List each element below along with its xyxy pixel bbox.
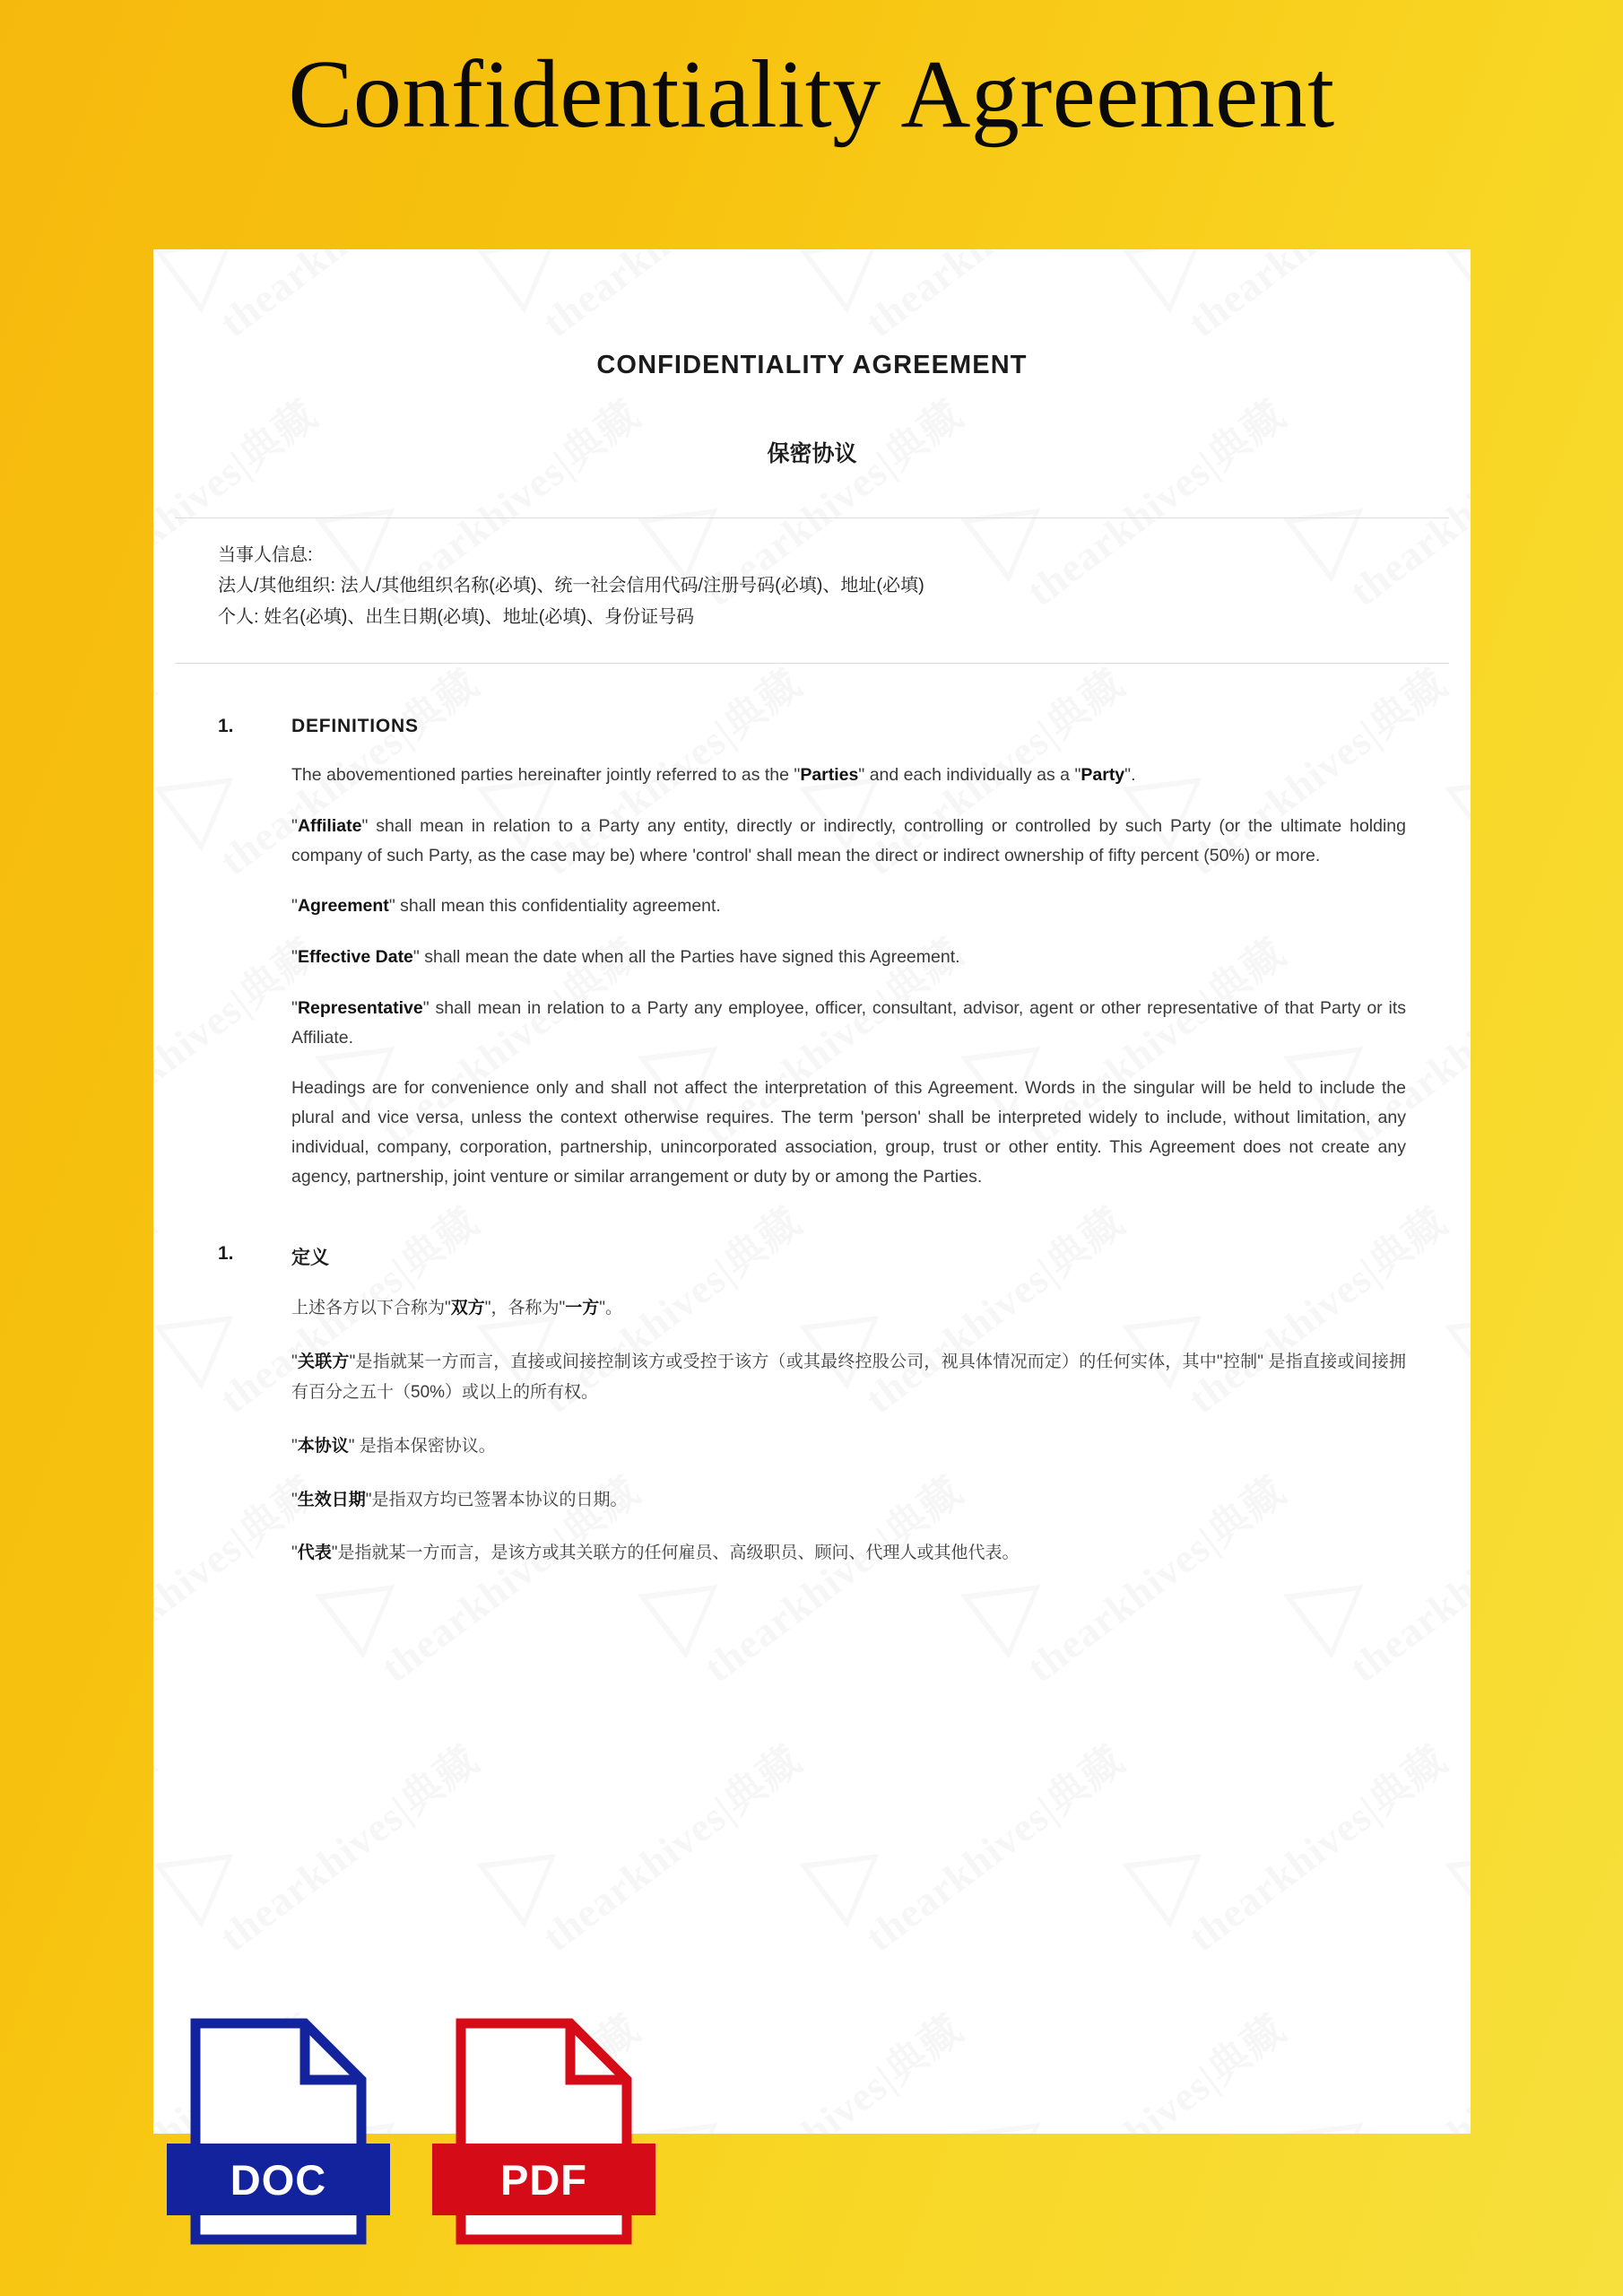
watermark-triangle-icon <box>1445 1822 1471 1928</box>
file-format-icons <box>188 2016 634 2247</box>
document-preview-page <box>153 249 1471 2134</box>
paragraph: "Agreement" shall mean this confidentiality agreement. <box>291 896 721 917</box>
watermark-triangle-icon <box>799 1822 903 1928</box>
parties-entity-line: 法人/其他组织: 法人/其他组织名称(必填)、统一社会信用代码/注册号码(必填)、地址(必填) <box>218 576 924 596</box>
watermark-triangle-inner <box>325 1566 407 1649</box>
watermark-triangle-icon <box>153 1822 257 1928</box>
doc-label: DOC <box>167 2144 390 2215</box>
watermark-triangle-icon <box>960 2091 1064 2134</box>
watermark-triangle-inner <box>1293 2104 1376 2134</box>
watermark-text <box>528 1729 812 1963</box>
watermark-triangle-inner <box>970 1566 1053 1649</box>
watermark-triangle-inner <box>647 1566 730 1649</box>
paragraph: "Affiliate" shall mean in relation to a Party any entity, directly or indirectly, controlling or controlled by such Party (or the ultimate holding company of such Party, as the case may be) where 'control' shall mean the direct or indirect ownership of fifty percent (50%) or more. <box>291 815 1406 865</box>
watermark-text <box>690 1998 973 2134</box>
paragraph: "本协议" 是指本保密协议。 <box>291 1436 496 1456</box>
section-heading <box>218 1243 1406 1270</box>
paragraph: Headings are for convenience only and shall not affect the interpretation of this Agreement. Words in the singular will be held to include the plural and vice versa, unless the context otherwise requires. The term 'person' shall be interpreted widely to include, without limitation, any individual, company, corporation, partnership, unincorporated association, group, trust or other entity. This Agreement does not create any agency, partnership, joint venture or similar arrangement or duty by or among the Parties. <box>291 1078 1406 1187</box>
watermark-triangle-inner <box>809 1835 891 1918</box>
watermark-text <box>851 1729 1134 1963</box>
paragraph: "Effective Date" shall mean the date when all the Parties have signed this Agreement. <box>291 947 960 968</box>
paragraph: "生效日期"是指双方均已签署本协议的日期。 <box>291 1490 628 1509</box>
paragraph: The abovementioned parties hereinafter jointly referred to as the "Parties" and each individually as a "Party". <box>291 765 1136 786</box>
section-number: 1. <box>218 716 234 737</box>
section-definitions-en <box>153 716 1471 1191</box>
watermark-triangle-icon <box>1122 1822 1226 1928</box>
parties-label: 当事人信息: <box>218 545 313 565</box>
parties-individual-line: 个人: 姓名(必填)、出生日期(必填)、地址(必填)、身份证号码 <box>218 606 695 627</box>
section-number: 1. <box>218 1243 234 1265</box>
section-heading <box>218 716 1406 737</box>
watermark-triangle-icon <box>1283 2091 1387 2134</box>
doc-file-icon[interactable] <box>188 2016 369 2247</box>
section-title: DEFINITIONS <box>291 716 419 737</box>
watermark-triangle-inner <box>970 2104 1053 2134</box>
divider-bottom <box>175 663 1449 664</box>
page-title: Confidentiality Agreement <box>288 41 1335 148</box>
watermark-triangle-inner <box>1132 1835 1214 1918</box>
watermark-triangle-inner <box>486 1835 568 1918</box>
paragraph: "Representative" shall mean in relation to a Party any employee, officer, consultant, advisor, agent or other representative of that Party or its Affiliate. <box>291 997 1406 1048</box>
section-title: 定义 <box>291 1248 329 1269</box>
paragraph: "关联方"是指就某一方而言，直接或间接控制该方或受控于该方（或其最终控股公司，视具体情况而定）的任何实体，其中"控制" 是指直接或间接拥有百分之五十（50%）或以上的所有权。 <box>291 1352 1406 1403</box>
watermark-triangle-icon <box>638 2091 742 2134</box>
watermark-triangle-inner <box>163 1835 246 1918</box>
watermark-text <box>153 1729 166 1963</box>
document-heading-cn: 保密协议 <box>767 441 857 466</box>
section-definitions-cn <box>153 1243 1471 1569</box>
paragraph: 上述各方以下合称为"双方"，各称为"一方"。 <box>291 1299 623 1318</box>
watermark-triangle-inner <box>1454 1835 1471 1918</box>
pdf-label: PDF <box>432 2144 655 2215</box>
watermark-text <box>1012 1998 1296 2134</box>
watermark-text <box>1174 1729 1457 1963</box>
document-heading-en: CONFIDENTIALITY AGREEMENT <box>596 351 1028 379</box>
parties-information-block <box>153 518 1471 632</box>
watermark-triangle-icon <box>476 1822 580 1928</box>
watermark-text <box>1335 1998 1471 2134</box>
watermark-text <box>205 1729 489 1963</box>
watermark-triangle-inner <box>647 2104 730 2134</box>
watermark-triangle-inner <box>1293 1566 1376 1649</box>
document-content <box>153 249 1471 1569</box>
pdf-file-icon[interactable] <box>454 2016 634 2247</box>
paragraph: "代表"是指就某一方而言，是该方或其关联方的任何雇员、高级职员、顾问、代理人或其他代表。 <box>291 1544 1020 1563</box>
